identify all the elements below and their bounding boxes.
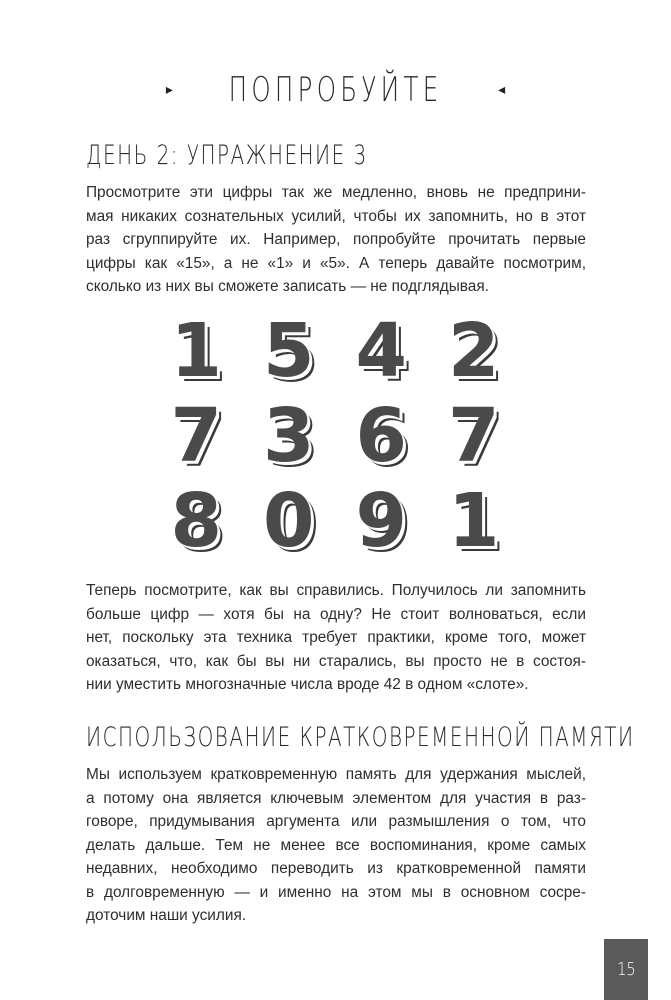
page-title: ПОПРОБУЙТЕ	[228, 70, 443, 110]
text-line: делать дальше. Тем не менее все воспоминания, кроме самых	[86, 836, 586, 854]
right-triangle-icon: ▸	[165, 82, 173, 98]
text-line: Мы используем кратковременную память для удержания мыслей,	[86, 766, 586, 783]
text-line: нии уместить многозначные числа вроде 42 в одном «слоте».	[86, 676, 529, 693]
digit: 7	[170, 392, 222, 479]
text-line: говоре, придумывания аргумента или размышления о том, что	[86, 813, 586, 830]
text-line: доточим наши усилия.	[86, 907, 247, 924]
text-line: сколько из них вы сможете записать — не подглядывая.	[86, 278, 489, 295]
exercise-title: ДЕНЬ 2: УПРАЖНЕНИЕ 3	[86, 140, 368, 171]
digit: 8	[170, 478, 222, 565]
digits-grid	[150, 308, 520, 564]
digit: 3	[263, 392, 315, 479]
text-line: мая никаких сознательных усилий, чтобы их запомнить, но в этот	[86, 207, 586, 225]
short-term-paragraph	[86, 763, 586, 928]
page-heading	[0, 60, 671, 120]
digit: 1	[448, 478, 500, 565]
text-line: в долговременную — и именно на этом мы в основном сосре-	[86, 883, 586, 901]
digit: 2	[448, 307, 500, 394]
digit: 5	[263, 307, 315, 394]
left-triangle-icon: ◂	[498, 82, 506, 98]
text-line: цифры как «15», а не «1» и «5». А теперь давайте посмотрим,	[86, 254, 586, 272]
digit: 1	[170, 307, 222, 394]
text-line: оказаться, что, как бы вы ни старались, вы просто не в состоя-	[86, 652, 586, 670]
section-title: ИСПОЛЬЗОВАНИЕ КРАТКОВРЕМЕННОЙ ПАМЯТИ	[86, 722, 635, 753]
text-line: Теперь посмотрите, как вы справились. Получилось ли запомнить	[86, 582, 586, 599]
digit: 9	[355, 478, 407, 565]
text-line: а потому она является ключевым элементом для участия в раз-	[86, 789, 586, 807]
digit: 7	[448, 392, 500, 479]
text-line: недавних, необходимо переводить из кратковременной памяти	[86, 860, 586, 877]
page-number: 15	[616, 959, 636, 980]
digit: 0	[263, 478, 315, 565]
page-number-box	[604, 939, 648, 1000]
text-line: нет, поскольку эта техника требует практики, кроме того, может	[86, 629, 586, 646]
text-line: Просмотрите эти цифры так же медленно, вновь не предприни-	[86, 184, 586, 201]
text-line: раз сгруппируйте их. Например, попробуйте прочитать первые	[86, 231, 586, 248]
digit: 4	[355, 307, 407, 394]
digit: 6	[355, 392, 407, 479]
exercise-paragraph	[86, 181, 586, 299]
text-line: больше цифр — хотя бы на одну? Не стоит волноваться, если	[86, 605, 586, 623]
result-paragraph	[86, 579, 586, 697]
